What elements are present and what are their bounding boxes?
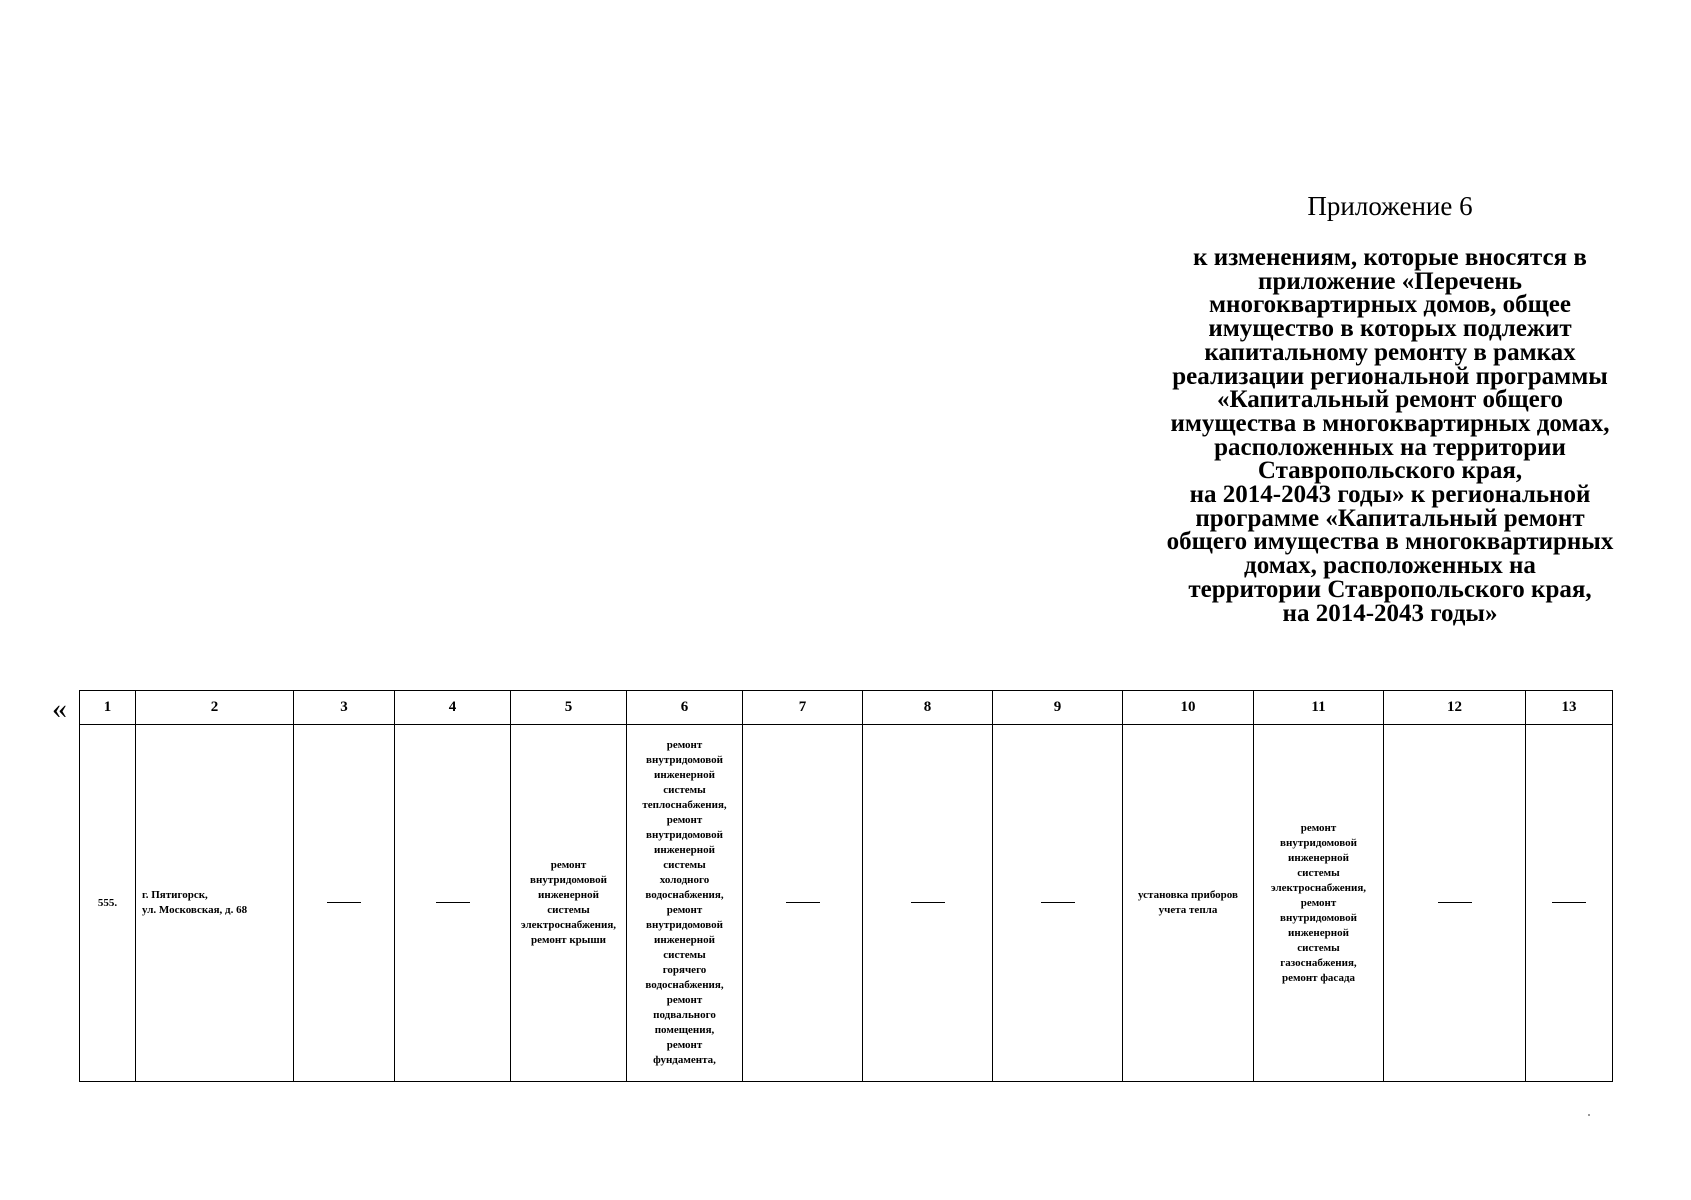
cell-text-line: ремонт: [666, 814, 703, 826]
cell-text-line: системы: [547, 904, 590, 916]
appendix-line: на 2014-2043 годы» к региональной: [1189, 481, 1591, 509]
empty-cell: [1384, 725, 1526, 1082]
cell-text-line: газоснабжения,: [1280, 956, 1357, 969]
column-header: 2: [136, 691, 294, 725]
cell-text-line: г. Пятигорск,: [142, 889, 208, 901]
cell-text-line: инженерной: [1288, 851, 1349, 864]
cell-text-line: электроснабжения,: [520, 919, 617, 931]
works-cell-col10: [1123, 725, 1254, 1082]
appendix-line: реализации региональной программы: [1172, 362, 1608, 390]
column-header: 5: [511, 691, 627, 725]
cell-text-line: системы: [663, 784, 706, 796]
cell-text-line: ремонт: [550, 859, 587, 871]
housing-table: [79, 690, 1613, 1082]
cell-text-line: холодного: [659, 874, 710, 886]
column-header: 11: [1254, 691, 1384, 725]
cell-text-line: учета тепла: [1158, 904, 1218, 916]
cell-text-line: горячего: [662, 964, 707, 976]
cell-text-line: системы: [1297, 866, 1340, 879]
cell-text-line: ремонт: [666, 994, 703, 1006]
appendix-line: территории Ставропольского края,: [1188, 575, 1592, 603]
column-header: 7: [743, 691, 863, 725]
cell-text-line: ремонт крыши: [530, 934, 606, 946]
cell-text-line: ремонт: [666, 904, 703, 916]
cell-text-line: внутридомовой: [646, 754, 723, 766]
empty-cell: [993, 725, 1123, 1082]
cell-text-line: электроснабжения,: [1270, 881, 1367, 894]
cell-text-line: ремонт фасада: [1281, 971, 1356, 984]
cell-text-line: инженерной: [538, 889, 599, 901]
appendix-line: многоквартирных домов, общее: [1209, 291, 1571, 319]
dash-mark: [436, 902, 470, 903]
column-header: 3: [294, 691, 395, 725]
cell-text-line: фундамента,: [653, 1054, 716, 1066]
empty-cell: [395, 725, 511, 1082]
dash-mark: [1552, 902, 1586, 903]
empty-cell: [743, 725, 863, 1082]
cell-text-line: ремонт: [666, 739, 703, 751]
works-cell-col6: [627, 725, 743, 1082]
cell-text-line: инженерной: [654, 769, 715, 781]
appendix-line: на 2014-2043 годы»: [1282, 599, 1498, 627]
appendix-line: «Капитальный ремонт общего: [1217, 386, 1563, 414]
column-header: 8: [863, 691, 993, 725]
column-header: 6: [627, 691, 743, 725]
open-quote-mark: «: [52, 692, 67, 725]
column-header: 4: [395, 691, 511, 725]
cell-text-line: ул. Московская, д. 68: [142, 904, 248, 916]
cell-text-line: системы: [1297, 941, 1340, 954]
dash-mark: [327, 902, 361, 903]
appendix-subtitle: [1150, 246, 1630, 625]
column-header: 13: [1526, 691, 1613, 725]
appendix-line: общего имущества в многоквартирных: [1166, 528, 1614, 556]
cell-text-line: системы: [663, 859, 706, 871]
appendix-line: имущества в многоквартирных домах,: [1170, 409, 1610, 437]
appendix-line: расположенных на территории: [1214, 433, 1566, 461]
appendix-line: приложение «Перечень: [1258, 267, 1522, 295]
cell-text-line: водоснабжения,: [645, 979, 724, 991]
appendix-line: программе «Капитальный ремонт: [1195, 504, 1585, 532]
empty-cell: [863, 725, 993, 1082]
column-header: 12: [1384, 691, 1526, 725]
empty-cell: [294, 725, 395, 1082]
cell-text-line: инженерной: [654, 934, 715, 946]
cell-text-line: внутридомовой: [646, 829, 723, 841]
cell-text-line: ремонт: [1300, 821, 1337, 834]
cell-text-line: инженерной: [1288, 926, 1349, 939]
column-header: 9: [993, 691, 1123, 725]
cell-text-line: ремонт: [1300, 896, 1337, 909]
dash-mark: [786, 902, 820, 903]
dash-mark: [911, 902, 945, 903]
cell-text-line: внутридомовой: [530, 874, 607, 886]
appendix-line: к изменениям, которые вносятся в: [1193, 244, 1587, 271]
works-cell-col11: [1254, 725, 1384, 1082]
cell-text-line: водоснабжения,: [645, 889, 724, 901]
column-header: 10: [1123, 691, 1254, 725]
table-row: [80, 725, 1613, 1082]
cell-text-line: внутридомовой: [1280, 836, 1357, 849]
dash-mark: [1041, 902, 1075, 903]
cell-text-line: инженерной: [654, 844, 715, 856]
cell-text-line: внутридомовой: [646, 919, 723, 931]
dash-mark: [1438, 902, 1472, 903]
appendix-line: капитальному ремонту в рамках: [1204, 338, 1576, 366]
cell-text-line: установка приборов: [1138, 889, 1238, 901]
appendix-line: Ставропольского края,: [1257, 457, 1523, 485]
address-cell: [136, 725, 294, 1082]
appendix-line: домах, расположенных на: [1244, 552, 1536, 580]
cell-text-line: внутридомовой: [1280, 911, 1357, 924]
works-cell-col5: [511, 725, 627, 1082]
cell-text-line: системы: [663, 949, 706, 961]
cell-text-line: подвального: [653, 1009, 716, 1021]
table-header-row: [80, 691, 1613, 725]
cell-text-line: теплоснабжения,: [642, 799, 727, 811]
cell-text-line: ремонт: [666, 1039, 703, 1051]
column-header: 1: [80, 691, 136, 725]
row-number: 555.: [80, 725, 136, 1082]
cell-text-line: помещения,: [654, 1024, 715, 1036]
empty-cell: [1526, 725, 1613, 1082]
appendix-title: Приложение 6: [1307, 191, 1473, 221]
appendix-line: имущество в которых подлежит: [1208, 315, 1572, 343]
scan-speck: [1588, 1114, 1590, 1116]
